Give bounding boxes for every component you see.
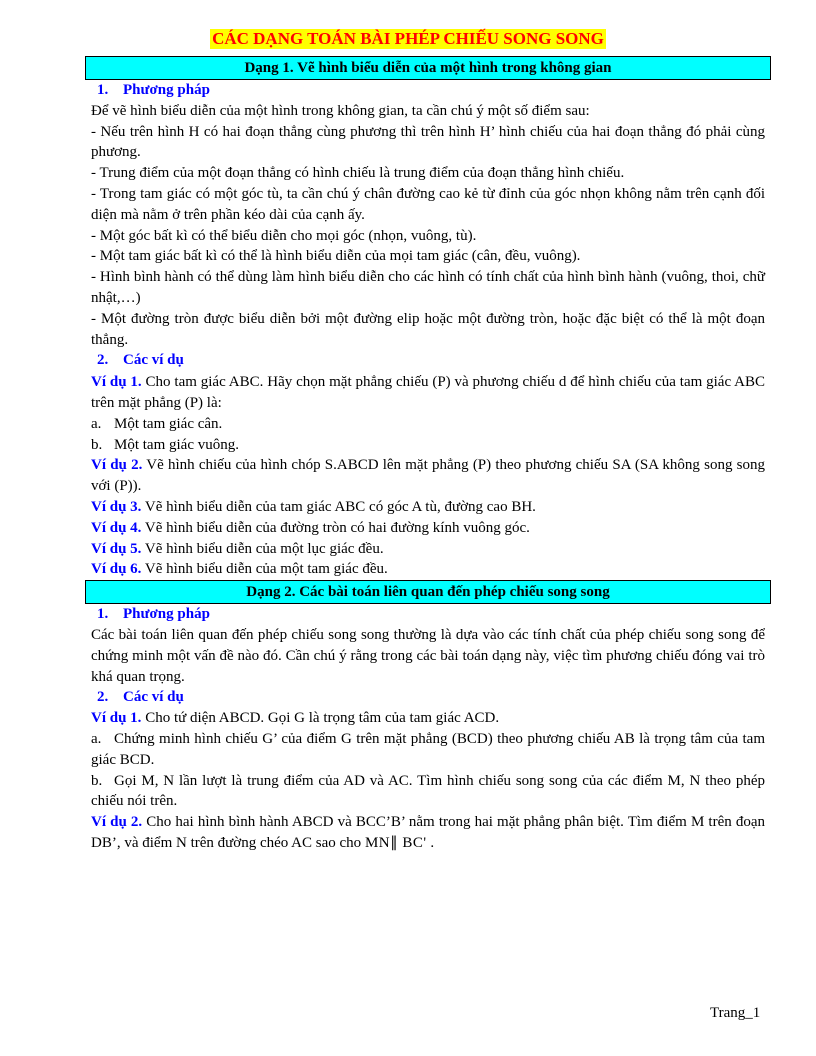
section1-point-4: - Một góc bất kì có thể biểu diễn cho mọi góc (nhọn, vuông, tù). [91, 227, 477, 244]
s2-ex1-a-lab: a. [91, 730, 102, 747]
s1-ex2-text: Vẽ hình chiếu của hình chóp S.ABCD lên mặt phẳng (P) theo phương chiếu SA (SA không song song với (P)). [91, 457, 765, 495]
s1-ex1-b-lab: b. [91, 436, 103, 453]
content [91, 56, 765, 854]
section2-method-heading [91, 604, 765, 625]
s1-ex2-label: Ví dụ 2. [91, 457, 143, 474]
s1-example-6 [91, 559, 765, 580]
s2-ex1-text: Cho tứ diện ABCD. Gọi G là trọng tâm của tam giác ACD. [141, 710, 500, 727]
s2-ex1-a-text: Chứng minh hình chiếu G’ của điểm G trên mặt phẳng (BCD) theo phương chiếu AB là trọng tâm của tam giác BCD. [91, 730, 765, 768]
s1-ex6-label: Ví dụ 6. [91, 561, 142, 578]
section2-method-label: Phương pháp [123, 606, 210, 623]
section1-point-6: - Hình bình hành có thể dùng làm hình biểu diễn cho các hình có tính chất của hình bình hành (vuông, thoi, chữ nhật,…) [91, 269, 765, 306]
section1-point-2: - Trung điểm của một đoạn thẳng có hình chiếu là trung điểm của đoạn thẳng hình chiếu. [91, 165, 625, 182]
section1-examples-heading [91, 350, 765, 371]
s2-ex1-b-lab: b. [91, 772, 103, 789]
s1-example-5 [91, 539, 765, 560]
s1-ex4-text: Vẽ hình biểu diễn của đường tròn có hai đường kính vuông góc. [141, 519, 530, 536]
s1-ex1-b-text: Một tam giác vuông. [114, 436, 239, 453]
title-wrap [0, 29, 816, 49]
s1-ex1-a-lab: a. [91, 415, 102, 432]
section2-header: Dạng 2. Các bài toán liên quan đến phép chiếu song song [85, 580, 771, 604]
section2-examples-num: 2. [97, 689, 109, 706]
s1-ex1-a-text: Một tam giác cân. [114, 415, 223, 432]
s2-ex1-a [91, 729, 765, 771]
s2-ex1-label: Ví dụ 1. [91, 710, 142, 727]
s1-ex3-text: Vẽ hình biểu diễn của tam giác ABC có góc A tù, đường cao BH. [141, 498, 536, 515]
s1-ex1-a [91, 414, 765, 435]
s1-ex1-label: Ví dụ 1. [91, 374, 142, 391]
section1-point-7: - Một đường tròn được biểu diễn bởi một đường elip hoặc một đường tròn, hoặc đặc biệt có thể là một đoạn thẳng. [91, 310, 765, 348]
section1-examples-label: Các ví dụ [123, 352, 184, 369]
s1-ex3-label: Ví dụ 3. [91, 498, 142, 515]
s2-ex1-b [91, 771, 765, 813]
s2-ex2-end: . [426, 834, 435, 851]
section1-method-heading [91, 80, 765, 101]
s1-example-4 [91, 518, 765, 539]
section2-intro: Các bài toán liên quan đến phép chiếu song song thường là dựa vào các tính chất của phép chiếu song song để chứng minh một vấn đề nào đó. Cần chú ý rằng trong các bài toán dạng này, việc tìm phương chiếu đóng vai trò khá quan trọng. [91, 626, 765, 685]
page-title: CÁC DẠNG TOÁN BÀI PHÉP CHIẾU SONG SONG [212, 29, 604, 48]
section1-intro: Để vẽ hình biểu diễn của một hình trong không gian, ta cần chú ý một số điểm sau: [91, 102, 590, 119]
section1-method-num: 1. [97, 82, 109, 98]
section1-examples-num: 2. [97, 352, 109, 369]
section1-method-label: Phương pháp [123, 82, 210, 98]
s1-example-3 [91, 497, 765, 518]
s1-example-1 [91, 372, 765, 414]
s1-ex5-text: Vẽ hình biểu diễn của một lục giác đều. [141, 540, 384, 557]
s1-ex6-text: Vẽ hình biểu diễn của một tam giác đều. [141, 561, 388, 578]
section1-point-5: - Một tam giác bất kì có thể là hình biểu diễn của mọi tam giác (cân, đều, vuông). [91, 248, 581, 265]
s1-ex5-label: Ví dụ 5. [91, 540, 142, 557]
section1-header: Dạng 1. Vẽ hình biểu diễn của một hình trong không gian [85, 56, 771, 80]
s2-ex2-label: Ví dụ 2. [91, 814, 143, 831]
s2-example-2 [91, 812, 765, 854]
s2-ex1-b-text: Gọi M, N lần lượt là trung điểm của AD và AC. Tìm hình chiếu song song của các điểm M, N theo phép chiếu nói trên. [91, 772, 765, 810]
section2-examples-heading [91, 687, 765, 708]
section2-method-num: 1. [97, 606, 109, 623]
s1-ex4-label: Ví dụ 4. [91, 519, 142, 536]
section1-point-1: - Nếu trên hình H có hai đoạn thẳng cùng phương thì trên hình H’ hình chiếu của hai đoạn thẳng đó phải cùng phương. [91, 123, 765, 161]
section1-point-3: - Trong tam giác có một góc tù, ta cần chú ý chân đường cao kẻ từ đỉnh của góc nhọn không nằm trên cạnh đối diện mà nằm ở trên phần kéo dài của cạnh ấy. [91, 185, 765, 223]
s1-ex1-b [91, 435, 765, 456]
page-number: Trang_1 [710, 1005, 761, 1021]
section2-examples-label: Các ví dụ [123, 689, 184, 706]
s2-example-1 [91, 708, 765, 729]
s1-example-2 [91, 455, 765, 497]
s1-ex1-text: Cho tam giác ABC. Hãy chọn mặt phẳng chiếu (P) và phương chiếu d để hình chiếu của tam giác ABC trên mặt phẳng (P) là: [91, 374, 765, 411]
s2-ex2-text: Cho hai hình bình hành ABCD và BCC’B’ nằm trong hai mặt phẳng phân biệt. Tìm điểm M trên đoạn DB’, và điểm N trên đường chéo AC sao cho [91, 814, 765, 851]
s2-ex2-formula: MN∥ BC' [364, 834, 427, 851]
